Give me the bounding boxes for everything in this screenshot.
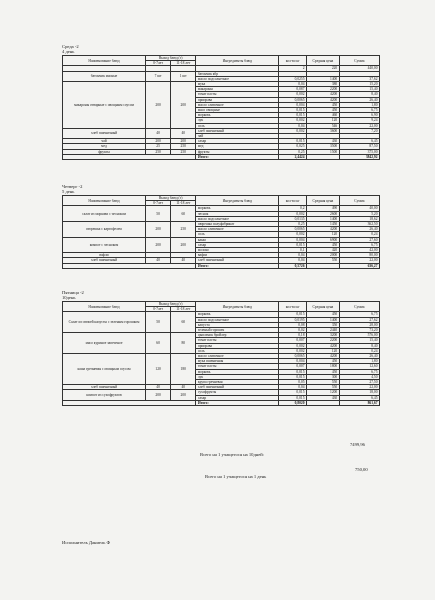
price-cell: 120 bbox=[307, 118, 340, 123]
portion-age1-cell: 40 bbox=[146, 128, 171, 138]
qty-cell: 0,007 bbox=[279, 364, 307, 369]
ingredient-cell: мясо овощные bbox=[196, 108, 279, 113]
qty-cell: 0,04 bbox=[279, 385, 307, 390]
qty-cell: 0,25 bbox=[279, 222, 307, 227]
table-row bbox=[63, 222, 380, 227]
dish-name-cell: компот из сухофруктов bbox=[63, 390, 146, 400]
ingredient-cell: морковь bbox=[196, 369, 279, 374]
sum-cell: 440,00 bbox=[339, 66, 379, 71]
table-row bbox=[63, 128, 380, 133]
header-age2: 11-18 лет bbox=[171, 201, 196, 206]
price-cell: 450 bbox=[307, 359, 340, 364]
price-cell: 550 bbox=[307, 385, 340, 390]
ingredient-cell: томат пасты bbox=[196, 92, 279, 97]
ingredient-cell: фрукты bbox=[196, 149, 279, 154]
total-10-days-label: Всего на 1 учащегося на 10дней: bbox=[200, 452, 265, 457]
header-qty: кол-во кг bbox=[279, 196, 307, 206]
price-cell: 300 bbox=[307, 374, 340, 379]
ingredient-cell: морковь bbox=[196, 113, 279, 118]
ingredient-cell: чай bbox=[196, 134, 279, 139]
day-heading bbox=[62, 44, 380, 54]
sum-cell: 576,00 bbox=[339, 333, 379, 338]
qty-cell: 0,015 bbox=[279, 374, 307, 379]
header-age1: 0-7лет bbox=[146, 307, 171, 312]
ingredient-cell: молоко bbox=[196, 248, 279, 253]
ingredient-cell: сухофрукты bbox=[196, 390, 279, 395]
price-cell: 430 bbox=[307, 395, 340, 400]
price-cell: 4200 bbox=[307, 97, 340, 102]
portion-age1-cell: 40 bbox=[146, 258, 171, 263]
price-cell: 3200 bbox=[307, 333, 340, 338]
qty-cell: 0,002 bbox=[279, 211, 307, 216]
ingredient-cell: хлеб пшеничный bbox=[196, 258, 279, 263]
sum-cell: 18,00 bbox=[339, 390, 379, 395]
price-cell: 1400 bbox=[307, 317, 340, 322]
qty-cell: 0,04 bbox=[279, 82, 307, 87]
header-price: Средняя цена bbox=[307, 56, 340, 66]
header-qty: кол-во кг bbox=[279, 302, 307, 312]
price-cell: 490 bbox=[307, 206, 340, 211]
qty-cell: 0,015 bbox=[279, 395, 307, 400]
day-section-friday bbox=[62, 290, 380, 406]
total-spacer bbox=[63, 400, 196, 405]
sum-cell: 40,00 bbox=[339, 206, 379, 211]
dish-name-cell: хлеб пшеничный bbox=[63, 128, 146, 138]
total-sum: 636,27 bbox=[339, 263, 379, 268]
sum-cell: 9,24 bbox=[339, 118, 379, 123]
header-price: Средняя цена bbox=[307, 302, 340, 312]
portion-age2-cell: 80 bbox=[171, 333, 196, 354]
sum-cell: 6,90 bbox=[339, 113, 379, 118]
qty-cell: 0,015 bbox=[279, 108, 307, 113]
ingredient-cell: мука bbox=[196, 82, 279, 87]
sum-cell: 7,20 bbox=[339, 128, 379, 133]
qty-cell: 0,015 bbox=[279, 242, 307, 247]
ingredient-cell: хлеб пшеничный bbox=[196, 128, 279, 133]
ingredient-cell: капуста bbox=[196, 322, 279, 327]
qty-cell: 0,015 bbox=[279, 390, 307, 395]
price-cell: 420 bbox=[307, 248, 340, 253]
table-row bbox=[63, 258, 380, 263]
sum-cell: 8,40 bbox=[339, 92, 379, 97]
ingredient-cell: масло сливочное bbox=[196, 102, 279, 107]
menu-table bbox=[62, 301, 380, 406]
sum-cell: 27,60 bbox=[339, 237, 379, 242]
sum-cell: 1,80 bbox=[339, 102, 379, 107]
portion-age1-cell: 250 bbox=[146, 149, 171, 154]
price-cell: 450 bbox=[307, 369, 340, 374]
portion-age2-cell: 200 bbox=[171, 237, 196, 253]
portion-age1-cell: 200 bbox=[146, 390, 171, 400]
ingredient-cell: лук bbox=[196, 118, 279, 123]
price-cell: 3500 bbox=[307, 144, 340, 149]
header-dish: Наименование блюд bbox=[63, 196, 146, 206]
ingredient-cell: соль bbox=[196, 123, 279, 128]
ingredient-cell: масло сливочное bbox=[196, 227, 279, 232]
total-1-day-label: Всего на 1 учащегося на 1 день bbox=[205, 474, 267, 479]
qty-cell: 0,05 bbox=[279, 380, 307, 385]
price-cell: 2200 bbox=[307, 338, 340, 343]
qty-cell: 0,0255 bbox=[279, 76, 307, 81]
total-price-empty bbox=[307, 154, 340, 159]
total-1-day-line bbox=[205, 474, 266, 479]
ingredient-cell: масло подсолнечное bbox=[196, 317, 279, 322]
portion-age1-cell: 50 bbox=[146, 312, 171, 333]
sum-cell: 6,75 bbox=[339, 312, 379, 317]
day-section-thursday bbox=[62, 184, 380, 269]
total-qty: 2,4424 bbox=[279, 154, 307, 159]
qty-cell: 0,02 bbox=[279, 328, 307, 333]
qty-cell: 0,007 bbox=[279, 338, 307, 343]
ingredient-cell: мед bbox=[196, 144, 279, 149]
portion-age2-cell: 200 bbox=[171, 82, 196, 129]
price-cell: 430 bbox=[307, 139, 340, 144]
price-cell: 460 bbox=[307, 113, 340, 118]
price-cell: 2200 bbox=[307, 87, 340, 92]
portion-age2-cell: 60 bbox=[171, 206, 196, 222]
ingredient-cell: цыпленок бройлер bbox=[196, 333, 279, 338]
header-dish: Наименование блюд bbox=[63, 302, 146, 312]
price-cell: 1400 bbox=[307, 216, 340, 221]
dish-name-cell: батончик мясные bbox=[63, 71, 146, 81]
table-row bbox=[63, 333, 380, 338]
price-cell: 1450 bbox=[307, 222, 340, 227]
dish-name-cell: мясо куриное запеченое bbox=[63, 333, 146, 354]
sum-cell: 26,40 bbox=[339, 354, 379, 359]
price-cell: 220 bbox=[307, 66, 340, 71]
day-heading bbox=[62, 184, 380, 194]
ingredient-cell: томат пасты bbox=[196, 338, 279, 343]
qty-cell: 2 bbox=[279, 66, 307, 71]
qty-cell: 0,015 bbox=[279, 369, 307, 374]
sum-cell: 28,00 bbox=[339, 322, 379, 327]
price-cell: 2440 bbox=[307, 328, 340, 333]
header-age2: 11-18 лет bbox=[171, 307, 196, 312]
ingredient-cell: вафли bbox=[196, 253, 279, 258]
portion-age2-cell: 200 bbox=[171, 390, 196, 400]
price-cell: 450 bbox=[307, 108, 340, 113]
sum-cell: 12,60 bbox=[339, 364, 379, 369]
dish-name-cell: чай bbox=[63, 139, 146, 144]
price-cell: 120 bbox=[307, 348, 340, 353]
portion-age2-cell: 250 bbox=[171, 149, 196, 154]
sum-cell: 26,40 bbox=[339, 97, 379, 102]
portion-age2-cell: 40 bbox=[171, 128, 196, 138]
price-cell: 4200 bbox=[307, 92, 340, 97]
qty-cell: 0,1 bbox=[279, 248, 307, 253]
qty-cell: 0,0195 bbox=[279, 317, 307, 322]
menu-table bbox=[62, 195, 380, 269]
qty-cell: 0,002 bbox=[279, 343, 307, 348]
portion-age1-cell: 120 bbox=[146, 354, 171, 385]
header-price: Средняя цена bbox=[307, 196, 340, 206]
ingredient-cell: хлеб пшеничный bbox=[196, 385, 279, 390]
total-row bbox=[63, 154, 380, 159]
header-ingredient: Ингредиенты блюд bbox=[196, 196, 279, 206]
sum-cell: 5,20 bbox=[339, 211, 379, 216]
day-section-wednesday bbox=[62, 44, 380, 160]
qty-cell: 0,025 bbox=[279, 144, 307, 149]
portion-age1-cell: 40 bbox=[146, 385, 171, 390]
total-qty: 0,8020 bbox=[279, 400, 307, 405]
ingredient-cell: морковь bbox=[196, 206, 279, 211]
price-cell: 1500 bbox=[307, 149, 340, 154]
day-subtitle: 5 день bbox=[62, 189, 75, 194]
total-price-empty bbox=[307, 263, 340, 268]
ingredient-cell: соль bbox=[196, 348, 279, 353]
qty-cell: 0,002 bbox=[279, 92, 307, 97]
ingredient-cell: чеснок bbox=[196, 211, 279, 216]
price-cell: 4200 bbox=[307, 343, 340, 348]
total-10-days-value-line bbox=[350, 442, 365, 447]
sum-cell: 87,50 bbox=[339, 144, 379, 149]
total-label: Итого: bbox=[196, 400, 279, 405]
price-cell: 450 bbox=[307, 242, 340, 247]
dish-name-cell: хлеб пшеничный bbox=[63, 385, 146, 390]
price-cell: 4200 bbox=[307, 354, 340, 359]
portion-age2-cell: 250 bbox=[171, 144, 196, 149]
price-cell: 6900 bbox=[307, 237, 340, 242]
total-10-days-value: 7499,96 bbox=[350, 442, 365, 447]
header-age2: 11-18 лет bbox=[171, 61, 196, 66]
sum-cell: 6,45 bbox=[339, 139, 379, 144]
price-cell: 4200 bbox=[307, 227, 340, 232]
ingredient-cell: приправа bbox=[196, 97, 279, 102]
dish-name-cell: каша гречневая с овощным соусом bbox=[63, 354, 146, 385]
table-header-row bbox=[63, 302, 380, 307]
portion-age1-cell: 60 bbox=[146, 333, 171, 354]
signature-text: Исполнитель Даниель Ф bbox=[62, 540, 111, 545]
qty-cell: 0,0135 bbox=[279, 216, 307, 221]
portion-age2-cell: 60 bbox=[171, 312, 196, 333]
day-subtitle: 4 день bbox=[62, 49, 75, 54]
sum-cell: 6,75 bbox=[339, 242, 379, 247]
sum-cell: 8,40 bbox=[339, 343, 379, 348]
sum-cell: 22,00 bbox=[339, 258, 379, 263]
table-row bbox=[63, 385, 380, 390]
qty-cell: 0,0065 bbox=[279, 354, 307, 359]
total-price-empty bbox=[307, 400, 340, 405]
day-heading bbox=[62, 290, 380, 300]
total-10-days-line bbox=[200, 452, 264, 457]
qty-cell: 0,0065 bbox=[279, 97, 307, 102]
sum-cell: 80,00 bbox=[339, 253, 379, 258]
qty-cell: 0,002 bbox=[279, 348, 307, 353]
price-cell: 2000 bbox=[307, 253, 340, 258]
total-label: Итого: bbox=[196, 263, 279, 268]
total-row bbox=[63, 263, 380, 268]
header-portion: Выход блюд (г) bbox=[146, 302, 196, 307]
ingredient-cell: приправа bbox=[196, 343, 279, 348]
header-age1: 0-7лет bbox=[146, 61, 171, 66]
dish-name-cell: Салат из свежей капусты с зеленым горошком bbox=[63, 312, 146, 333]
qty-cell: 0,002 bbox=[279, 128, 307, 133]
price-cell: 550 bbox=[307, 258, 340, 263]
qty-cell: 0,002 bbox=[279, 232, 307, 237]
header-ingredient: Ингредиенты блюд bbox=[196, 56, 279, 66]
sum-cell: 6,75 bbox=[339, 369, 379, 374]
dish-name-cell: макароны отварные с овощным соусом bbox=[63, 82, 146, 129]
sum-cell: 42,00 bbox=[339, 248, 379, 253]
header-ingredient: Ингредиенты блюд bbox=[196, 302, 279, 312]
price-cell: 450 bbox=[307, 312, 340, 317]
qty-cell: 0,004 bbox=[279, 237, 307, 242]
total-spacer bbox=[63, 263, 196, 268]
price-cell: 120 bbox=[307, 232, 340, 237]
portion-age2-cell: 200 bbox=[171, 139, 196, 144]
qty-cell: 0,015 bbox=[279, 113, 307, 118]
portion-age1-cell: 200 bbox=[146, 222, 171, 238]
portion-age1-cell: 200 bbox=[146, 237, 171, 253]
ingredient-cell: лук bbox=[196, 374, 279, 379]
table-header-row bbox=[63, 56, 380, 61]
portion-age2-cell: 40 bbox=[171, 258, 196, 263]
sum-cell: 37,62 bbox=[339, 76, 379, 81]
sum-cell: 362,50 bbox=[339, 222, 379, 227]
sum-cell: 0,24 bbox=[339, 232, 379, 237]
total-spacer bbox=[63, 154, 196, 159]
header-sum: Сумма bbox=[339, 56, 379, 66]
portion-age1-cell: 200 bbox=[146, 139, 171, 144]
portion-age2-cell: 1 шт bbox=[171, 71, 196, 81]
ingredient-cell: масло подсолнечное bbox=[196, 216, 279, 221]
qty-cell: 0,087 bbox=[279, 87, 307, 92]
signature-line bbox=[62, 540, 110, 545]
day-subtitle: 10день bbox=[62, 295, 76, 300]
ingredient-cell: батончик кбр bbox=[196, 71, 279, 76]
price-cell: 1400 bbox=[307, 76, 340, 81]
sum-cell: 6,75 bbox=[339, 108, 379, 113]
sum-cell: 15,40 bbox=[339, 338, 379, 343]
qty-cell: 0,04 bbox=[279, 253, 307, 258]
day-title: Среда -2 bbox=[62, 44, 79, 49]
qty-cell: 0,004 bbox=[279, 102, 307, 107]
header-sum: Сумма bbox=[339, 302, 379, 312]
price-cell: 350 bbox=[307, 322, 340, 327]
header-qty: кол-во кг bbox=[279, 56, 307, 66]
price-cell: 546 bbox=[307, 123, 340, 128]
total-row bbox=[63, 400, 380, 405]
total-label: Итого: bbox=[196, 154, 279, 159]
header-portion: Выход блюд (г) bbox=[146, 56, 196, 61]
qty-cell: 0,004 bbox=[279, 359, 307, 364]
qty-cell: 0,18 bbox=[279, 333, 307, 338]
ingredient-cell: масло сливочное bbox=[196, 354, 279, 359]
price-cell: 550 bbox=[307, 380, 340, 385]
portion-age2-cell: 180 bbox=[171, 354, 196, 385]
table-row bbox=[63, 354, 380, 359]
header-portion: Выход блюд (г) bbox=[146, 196, 196, 201]
total-1-day-value: 750,00 bbox=[355, 467, 368, 472]
total-sum: 861,67 bbox=[339, 400, 379, 405]
sum-cell: 4,50 bbox=[339, 374, 379, 379]
dish-name-cell: фрукты bbox=[63, 149, 146, 154]
qty-cell: 0,2 bbox=[279, 206, 307, 211]
qty-cell: 0,002 bbox=[279, 118, 307, 123]
sum-cell: 27,62 bbox=[339, 317, 379, 322]
header-sum: Сумма bbox=[339, 196, 379, 206]
qty-cell: 0,04 bbox=[279, 123, 307, 128]
portion-age2-cell: 250 bbox=[171, 222, 196, 238]
ingredient-cell: макароны bbox=[196, 87, 279, 92]
sum-cell: 0,24 bbox=[339, 348, 379, 353]
ingredient-cell: сахар bbox=[196, 242, 279, 247]
qty-cell: 0,015 bbox=[279, 139, 307, 144]
ingredient-cell: томат пасты bbox=[196, 364, 279, 369]
total-1-day-value-line bbox=[355, 467, 368, 472]
ingredient-cell: соль bbox=[196, 232, 279, 237]
menu-table bbox=[62, 55, 380, 160]
ingredient-cell: мука пшеничная bbox=[196, 359, 279, 364]
ingredient-cell: масло подсолнечное bbox=[196, 76, 279, 81]
day-title: Пятница -2 bbox=[62, 290, 84, 295]
sum-cell: 22,00 bbox=[339, 385, 379, 390]
dish-name-cell: компот с чесноком bbox=[63, 237, 146, 253]
sum-cell: 15,40 bbox=[339, 87, 379, 92]
dish-name-cell: пюрешка с картофелем bbox=[63, 222, 146, 238]
sum-cell: 22,00 bbox=[339, 123, 379, 128]
ingredient-cell: зеленый горошек bbox=[196, 328, 279, 333]
ingredient-cell: морковь bbox=[196, 312, 279, 317]
sum-cell: 26,40 bbox=[339, 227, 379, 232]
price-cell: 380 bbox=[307, 82, 340, 87]
dish-name-cell: хлеб пшеничный bbox=[63, 258, 146, 263]
qty-cell: 0,015 bbox=[279, 312, 307, 317]
total-qty: 0,5726 bbox=[279, 263, 307, 268]
price-cell: 1800 bbox=[307, 364, 340, 369]
price-cell: 450 bbox=[307, 102, 340, 107]
ingredient-cell: какао bbox=[196, 237, 279, 242]
sum-cell: 6,45 bbox=[339, 395, 379, 400]
price-cell: 3600 bbox=[307, 128, 340, 133]
dish-name-cell: салат из моркови с чесноком bbox=[63, 206, 146, 222]
sum-cell: 1,80 bbox=[339, 359, 379, 364]
qty-cell: 0,04 bbox=[279, 258, 307, 263]
dish-name-cell: вафли bbox=[63, 253, 146, 258]
portion-age1-cell: 25 bbox=[146, 144, 171, 149]
ingredient-cell: крупа гречневая bbox=[196, 380, 279, 385]
qty-cell: 0,08 bbox=[279, 322, 307, 327]
table-header-row bbox=[63, 196, 380, 201]
sum-cell: 27,50 bbox=[339, 380, 379, 385]
portion-age1-cell: 200 bbox=[146, 82, 171, 129]
ingredient-cell: сахар bbox=[196, 139, 279, 144]
dish-name-cell: мед bbox=[63, 144, 146, 149]
price-cell: 2600 bbox=[307, 211, 340, 216]
ingredient-cell: сахар bbox=[196, 395, 279, 400]
header-dish: Наименование блюд bbox=[63, 56, 146, 66]
portion-age1-cell: 7 шт bbox=[146, 71, 171, 81]
portion-age1-cell: 50 bbox=[146, 206, 171, 222]
portion-age2-cell: 40 bbox=[171, 385, 196, 390]
day-title: Четверг -2 bbox=[62, 184, 83, 189]
ingredient-cell: пюрешка полуфабрикат bbox=[196, 222, 279, 227]
qty-cell: 0,0065 bbox=[279, 227, 307, 232]
sum-cell: 15,20 bbox=[339, 82, 379, 87]
sum-cell: 73,20 bbox=[339, 328, 379, 333]
price-cell: 1200 bbox=[307, 390, 340, 395]
header-age1: 0-7лет bbox=[146, 201, 171, 206]
sum-cell: 18,62 bbox=[339, 216, 379, 221]
qty-cell: 0,25 bbox=[279, 149, 307, 154]
sum-cell: 375,00 bbox=[339, 149, 379, 154]
total-sum: 3842,92 bbox=[339, 154, 379, 159]
